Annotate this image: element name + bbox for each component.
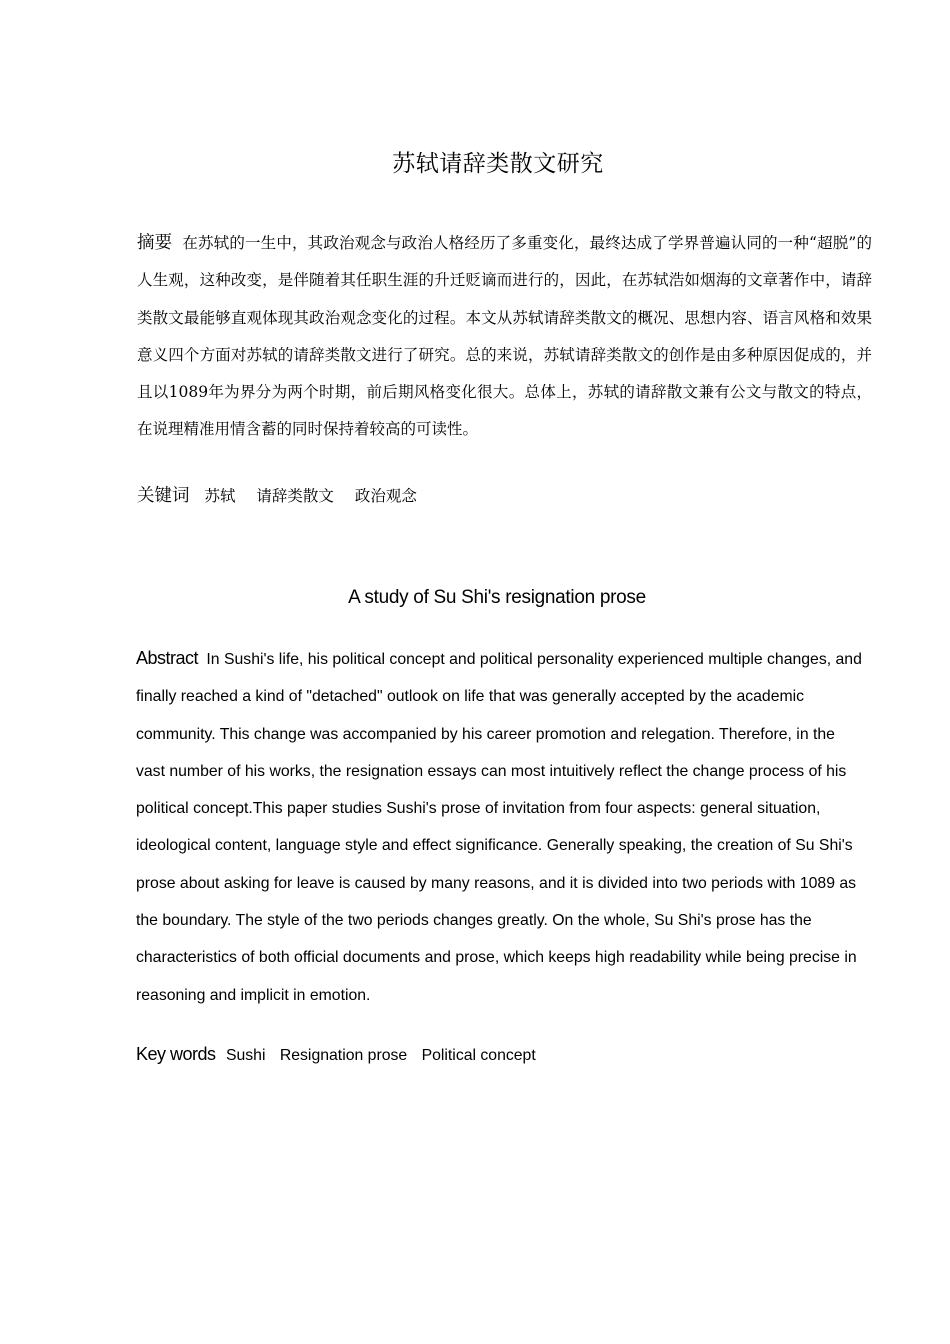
english-keyword: Political concept: [421, 1047, 536, 1064]
english-keyword: Sushi: [225, 1047, 266, 1064]
english-keywords: [136, 1040, 866, 1070]
chinese-abstract-label: 摘要: [137, 233, 173, 253]
chinese-keyword: 苏轼: [204, 487, 236, 505]
chinese-keywords: [137, 480, 872, 512]
english-abstract-label: Abstract: [136, 648, 199, 668]
chinese-abstract-text: 在苏轼的一生中，其政治观念与政治人格经历了多重变化，最终达成了学界普遍认同的一种“超脱”的人生观，这种改变，是伴随着其任职生涯的升迁贬谪而进行的，因此，在苏轼浩如烟海的文章著作中，请辞类散文最能够直观体现其政治观念变化的过程。本文从苏轼请辞类散文的概况、思想内容、语言风格和效果意义四个方面对苏轼的请辞类散文进行了研究。总的来说，苏轼请辞类散文的创作是由多种原因促成的，并且以1089年为界分为两个时期，前后期风格变化很大。总体上，苏轼的请辞散文兼有公文与散文的特点，在说理精准用情含蓄的同时保持着较高的可读性。: [137, 234, 873, 439]
english-abstract: [136, 640, 866, 1014]
chinese-keywords-label: 关键词: [137, 486, 190, 506]
english-abstract-text: In Sushi's life, his political concept and political personality experienced multiple changes, and finally reached a kind of "detached" outlook on life that was generally accepted by the academic community. This change was accompanied by his career promotion and relegation. Therefore, in the vast number of his works, the resignation essays can most intuitively reflect the change process of his political concept.This paper studies Sushi's prose of invitation from four aspects: general situation, ideological content, language style and effect significance. Generally speaking, the creation of Su Shi's prose about asking for leave is caused by many reasons, and it is divided into two periods with 1089 as the boundary. The style of the two periods changes greatly. On the whole, Su Shi's prose has the characteristics of both official documents and prose, which keeps high readability while being precise in reasoning and implicit in emotion.: [136, 651, 862, 1004]
chinese-keyword: 政治观念: [354, 487, 417, 505]
chinese-abstract: [137, 225, 872, 449]
english-keywords-label: Key words: [136, 1044, 216, 1064]
english-keyword: Resignation prose: [279, 1047, 408, 1064]
chinese-title: 苏轼请辞类散文研究: [392, 151, 604, 177]
english-title: A study of Su Shi's resignation prose: [348, 587, 646, 608]
chinese-keyword: 请辞类散文: [256, 487, 334, 505]
